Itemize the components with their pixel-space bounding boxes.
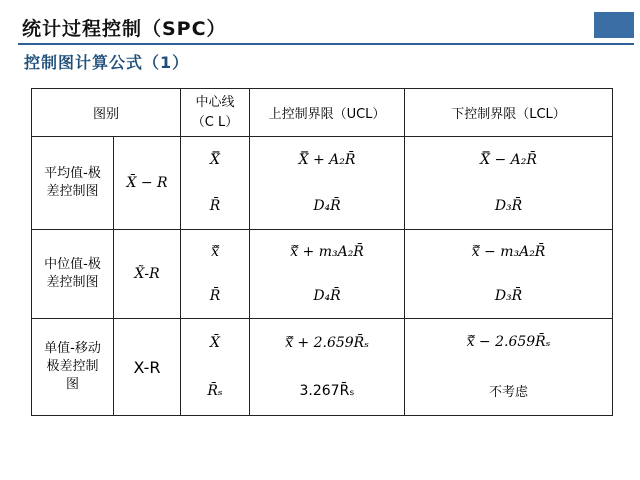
header-center-line-l2: （C L） (191, 114, 239, 130)
header-center-line-l1: 中心线 (195, 94, 235, 110)
row-name-line1: 单值-移动 (44, 341, 101, 356)
row-name-line3: 图 (65, 377, 79, 392)
row-chart-name (32, 230, 114, 319)
ucl-bottom: D₄R̄ (313, 288, 341, 304)
lcl-bottom: 不考虑 (489, 384, 529, 400)
row-center-line (181, 319, 250, 416)
ucl-top: x̿̃ + m₃A₂R̄ (290, 244, 364, 260)
header-lcl (405, 89, 613, 137)
title-underline (18, 43, 634, 45)
header-ucl (250, 89, 405, 137)
cl-top: X̄ (210, 335, 220, 351)
table-row (32, 230, 613, 319)
row-symbol-text: X̄ − R (126, 175, 168, 191)
lcl-top: x̿̃ − m₃A₂R̄ (471, 244, 546, 260)
lcl-top: x̿̃ − 2.659R̄ₛ (466, 334, 551, 351)
row-symbol-text: X-R (133, 357, 161, 377)
cl-top: x̿̃ (211, 244, 219, 260)
lcl-bottom: D₃R̄ (494, 198, 523, 214)
row-center-line (181, 137, 250, 230)
header-center-line (181, 89, 250, 137)
row-lcl (405, 230, 613, 319)
table-row (32, 137, 613, 230)
row-symbol-text: X̃-R (134, 266, 160, 282)
row-lcl (405, 137, 613, 230)
row-ucl (250, 230, 405, 319)
ucl-bottom: D₄R̄ (313, 198, 341, 214)
header-chart-type (32, 89, 181, 137)
row-symbol (114, 230, 181, 319)
ucl-top: x̿̃ + 2.659R̄ₛ (285, 335, 369, 351)
header-ucl-label: 上控制界限（UCL） (268, 107, 386, 122)
header-accent-box (594, 12, 634, 38)
row-ucl (250, 137, 405, 230)
cl-top: X̿ (210, 152, 220, 168)
row-name-line2: 极差控制 (46, 359, 99, 374)
ucl-bottom: 3.267R̄ₛ (299, 383, 355, 399)
row-name-line1: 中位值-极 (44, 257, 101, 272)
page-title: 统计过程控制（SPC） (22, 18, 227, 40)
row-symbol (114, 319, 181, 416)
page-subtitle: 控制图计算公式（1） (24, 53, 190, 72)
cl-bottom: R̄ₛ (207, 383, 223, 399)
header-lcl-label: 下控制界限（LCL） (451, 107, 566, 122)
row-chart-name (32, 319, 114, 416)
row-name-line2: 差控制图 (46, 184, 99, 199)
row-ucl (250, 319, 405, 416)
row-name-line2: 差控制图 (46, 275, 99, 290)
cl-bottom: R̄ (209, 288, 221, 304)
ucl-top: X̿ + A₂R̄ (298, 152, 356, 168)
row-name-line1: 平均值-极 (44, 166, 101, 181)
row-lcl (405, 319, 613, 416)
lcl-bottom: D₃R̄ (494, 288, 523, 304)
lcl-top: X̿ − A₂R̄ (480, 152, 537, 168)
table-header-row (32, 89, 613, 137)
table-row (32, 319, 613, 416)
row-chart-name (32, 137, 114, 230)
row-center-line (181, 230, 250, 319)
header-chart-type-label: 图别 (93, 107, 120, 122)
row-symbol (114, 137, 181, 230)
cl-bottom: R̄ (209, 198, 221, 214)
control-chart-formula-table (31, 88, 613, 416)
